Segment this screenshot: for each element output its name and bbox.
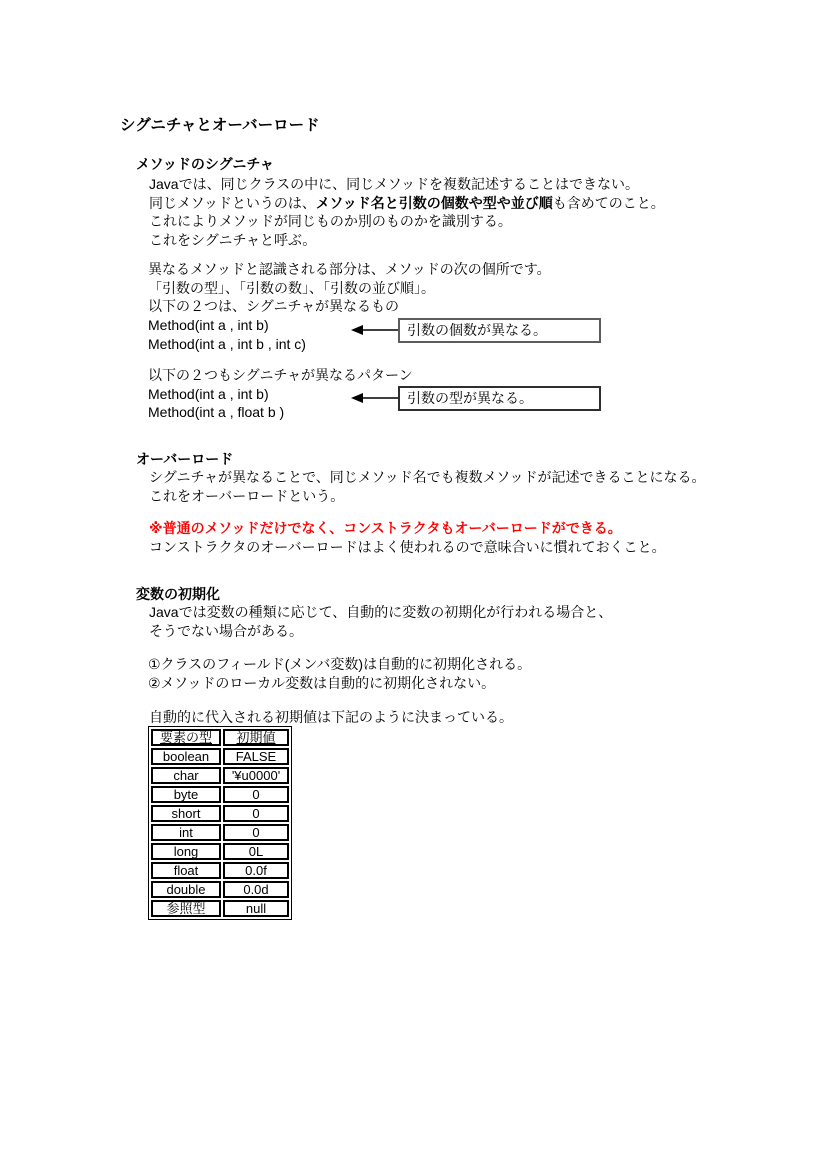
init-values-table — [148, 726, 292, 920]
callout-box-arg-count — [398, 318, 601, 343]
table-row — [151, 881, 289, 898]
body-line: これをシグニチャと呼ぶ。 — [149, 232, 317, 249]
type-cell: char — [151, 767, 221, 784]
body-line: 「引数の型」、「引数の数」、「引数の並び順」。 — [148, 279, 435, 296]
section-heading-overload: オーバーロード — [136, 451, 234, 467]
table-row — [151, 862, 289, 879]
body-line: そうでない場合がある。 — [149, 622, 303, 639]
red-note-line: ※普通のメソッドだけでなく、コンストラクタもオーバーロードができる。 — [149, 520, 622, 536]
body-line: これをオーバーロードという。 — [149, 487, 345, 504]
type-cell: float — [151, 862, 221, 879]
table-row — [151, 767, 289, 784]
section-heading-method-signature: メソッドのシグニチャ — [136, 156, 274, 172]
value-cell: 0.0d — [223, 881, 289, 898]
type-cell: boolean — [151, 748, 221, 765]
table-header-type: 要素の型 — [151, 729, 221, 746]
body-line: コンストラクタのオーバーロードはよく使われるので意味合いに慣れておくこと。 — [149, 538, 666, 555]
table-row — [151, 900, 289, 917]
type-cell: long — [151, 843, 221, 860]
value-cell: 0 — [223, 824, 289, 841]
overload-paragraph-2 — [149, 519, 666, 556]
code-line: Method(int a , int b , int c) — [148, 335, 306, 352]
body-line: これによりメソッドが同じものか別のものかを識別する。 — [149, 213, 512, 230]
callout-text: 引数の型が異なる。 — [407, 390, 533, 407]
numbered-item-2: ②メソッドのローカル変数は自動的に初期化されない。 — [148, 674, 496, 691]
callout-box-arg-type — [398, 386, 601, 411]
signature-paragraph-1 — [149, 175, 665, 250]
left-arrow-icon — [351, 323, 398, 337]
overload-paragraph-1 — [149, 468, 706, 505]
init-numbered-items — [148, 655, 531, 692]
callout-text: 引数の個数が異なる。 — [407, 322, 547, 339]
left-arrow-icon — [351, 391, 398, 405]
type-cell: 参照型 — [151, 900, 221, 917]
value-cell: 0.0f — [223, 862, 289, 879]
body-line: Javaでは、同じクラスの中に、同じメソッドを複数記述することはできない。 — [149, 176, 640, 192]
table-row — [151, 748, 289, 765]
code-line: Method(int a , int b) — [148, 317, 269, 334]
code-line: Method(int a , float b ) — [148, 404, 285, 421]
table-row — [151, 843, 289, 860]
value-cell: 0 — [223, 786, 289, 803]
type-cell: double — [151, 881, 221, 898]
value-cell: FALSE — [223, 748, 289, 765]
type-cell: int — [151, 824, 221, 841]
body-line: 同じメソッドというのは、メソッド名と引数の個数や型や並び順も含めてのこと。 — [149, 194, 665, 211]
value-cell: '¥u0000' — [223, 767, 289, 784]
table-header-value: 初期値 — [223, 729, 289, 746]
body-line: シグニチャが異なることで、同じメソッド名でも複数メソッドが記述できることになる。 — [149, 469, 706, 485]
section-heading-variable-init: 変数の初期化 — [136, 586, 220, 602]
value-cell: 0 — [223, 805, 289, 822]
body-line: 以下の２つは、シグニチャが異なるもの — [148, 298, 400, 315]
numbered-item-1: ①クラスのフィールド(メンバ変数)は自動的に初期化される。 — [148, 656, 532, 672]
body-line: 以下の２つもシグニチャが異なるパターン — [148, 367, 413, 383]
page-title: シグニチャとオーバーロード — [120, 117, 320, 134]
table-row — [151, 786, 289, 803]
bold-phrase: メソッド名と引数の個数や型や並び順 — [315, 194, 553, 211]
type-cell: short — [151, 805, 221, 822]
init-paragraph-1 — [149, 603, 612, 640]
value-cell: 0L — [223, 843, 289, 860]
table-row — [151, 805, 289, 822]
table-intro-line: 自動的に代入される初期値は下記のように決まっている。 — [149, 709, 513, 725]
code-line: Method(int a , int b) — [148, 385, 269, 402]
table-header-row — [151, 729, 289, 746]
table-row — [151, 824, 289, 841]
body-line: 異なるメソッドと認識される部分は、メソッドの次の個所です。 — [148, 261, 551, 277]
body-line: Javaでは変数の種類に応じて、自動的に変数の初期化が行われる場合と、 — [149, 604, 613, 620]
type-cell: byte — [151, 786, 221, 803]
value-cell: null — [223, 900, 289, 917]
